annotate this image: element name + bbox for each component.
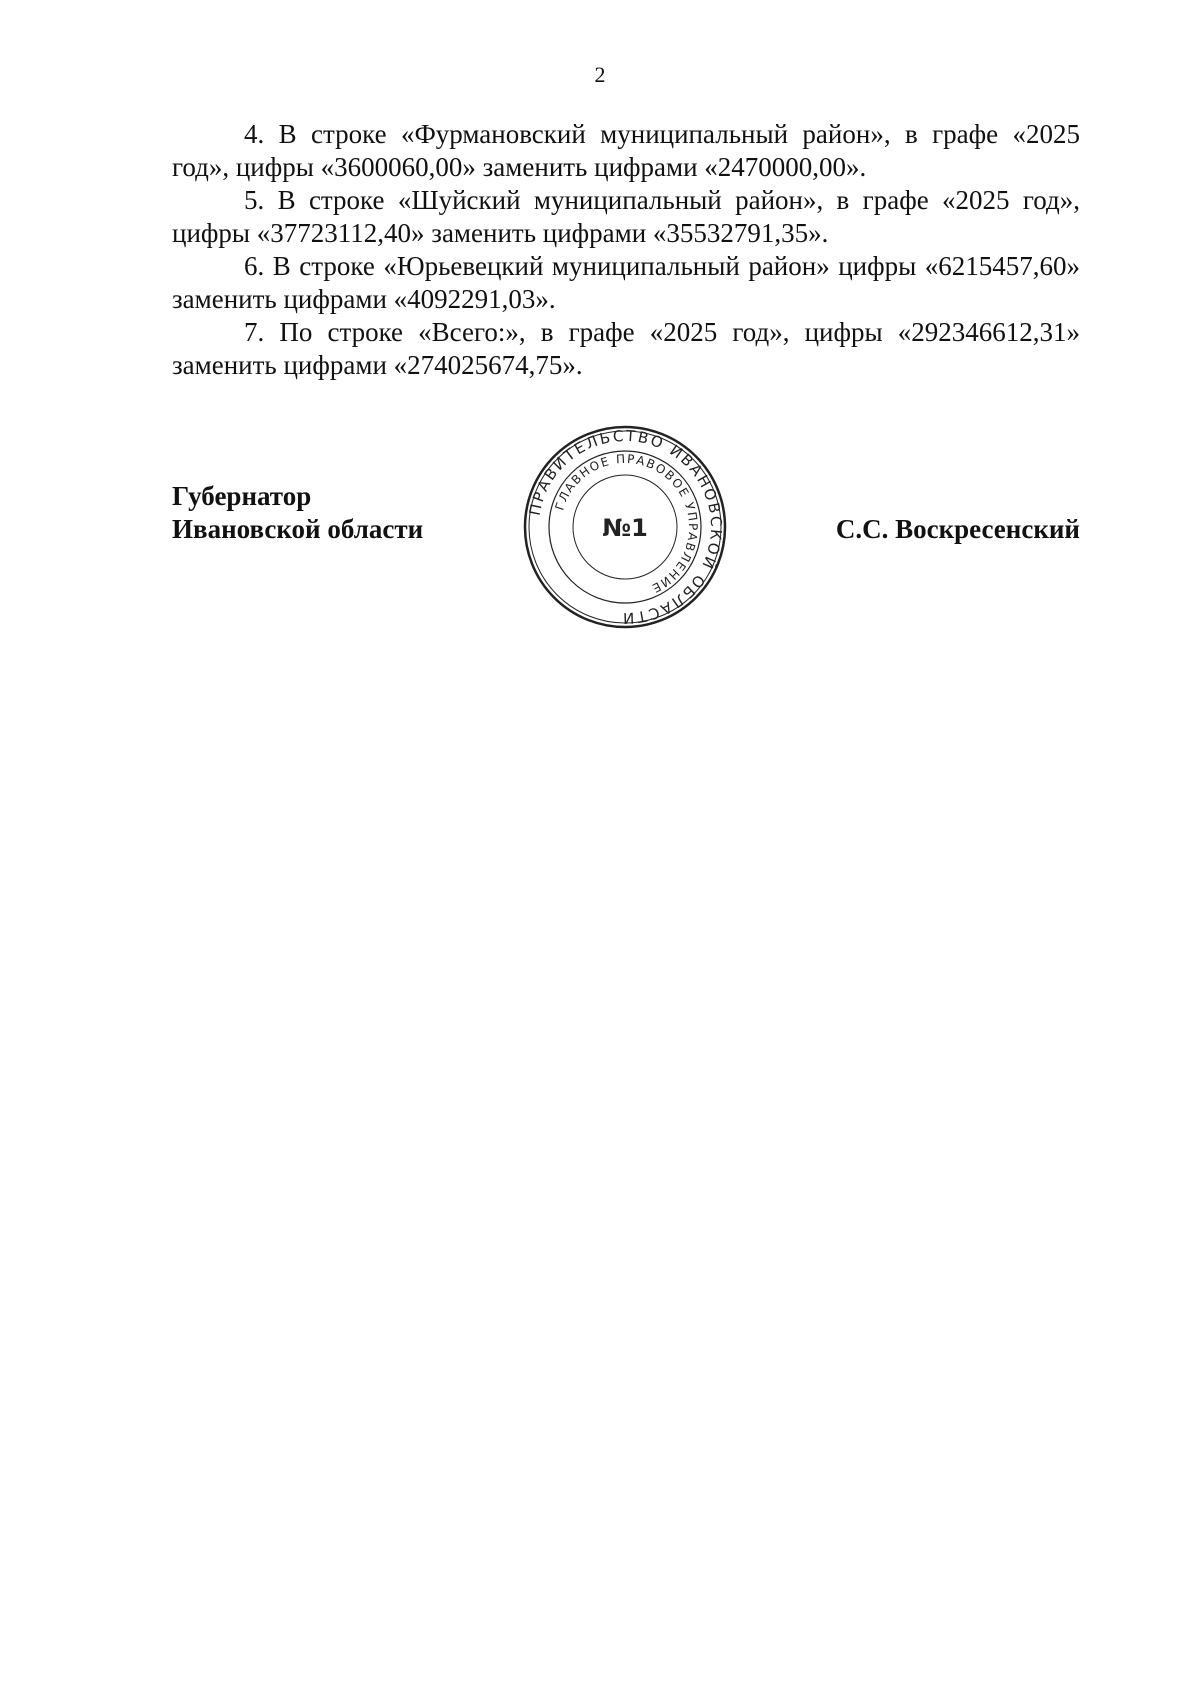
document-body	[172, 118, 1080, 382]
official-seal-stamp	[520, 422, 730, 632]
page-number: 2	[594, 62, 606, 87]
signatory-position-line1: Губернатор	[172, 481, 312, 511]
seal-icon	[520, 422, 730, 632]
paragraph-item-6: 6. В строке «Юрьевецкий муниципальный район» цифры «6215457,60» заменить цифрами «4092291,03».	[172, 251, 1080, 314]
seal-center-text: №1	[602, 514, 648, 542]
paragraph-item-5: 5. В строке «Шуйский муниципальный район», в графе «2025 год», цифры «37723112,40» заменить цифрами «35532791,35».	[172, 185, 1080, 248]
signatory-position-line2: Ивановской области	[172, 514, 424, 544]
signatory-position	[172, 480, 423, 546]
seal-outer-text: ПРАВИТЕЛЬСТВО ИВАНОВСКОЙ ОБЛАСТИ	[525, 426, 726, 628]
seal-inner-text: ГЛАВНОЕ ПРАВОВОЕ УПРАВЛЕНИЕ	[552, 451, 701, 596]
paragraph-item-7: 7. По строке «Всего:», в графе «2025 год», цифры «292346612,31» заменить цифрами «274025674,75».	[172, 317, 1080, 380]
signatory-name: С.С. Воскресенский	[835, 514, 1080, 544]
paragraph-item-4: 4. В строке «Фурмановский муниципальный район», в графе «2025 год», цифры «3600060,00» заменить цифрами «2470000,00».	[172, 119, 1080, 182]
